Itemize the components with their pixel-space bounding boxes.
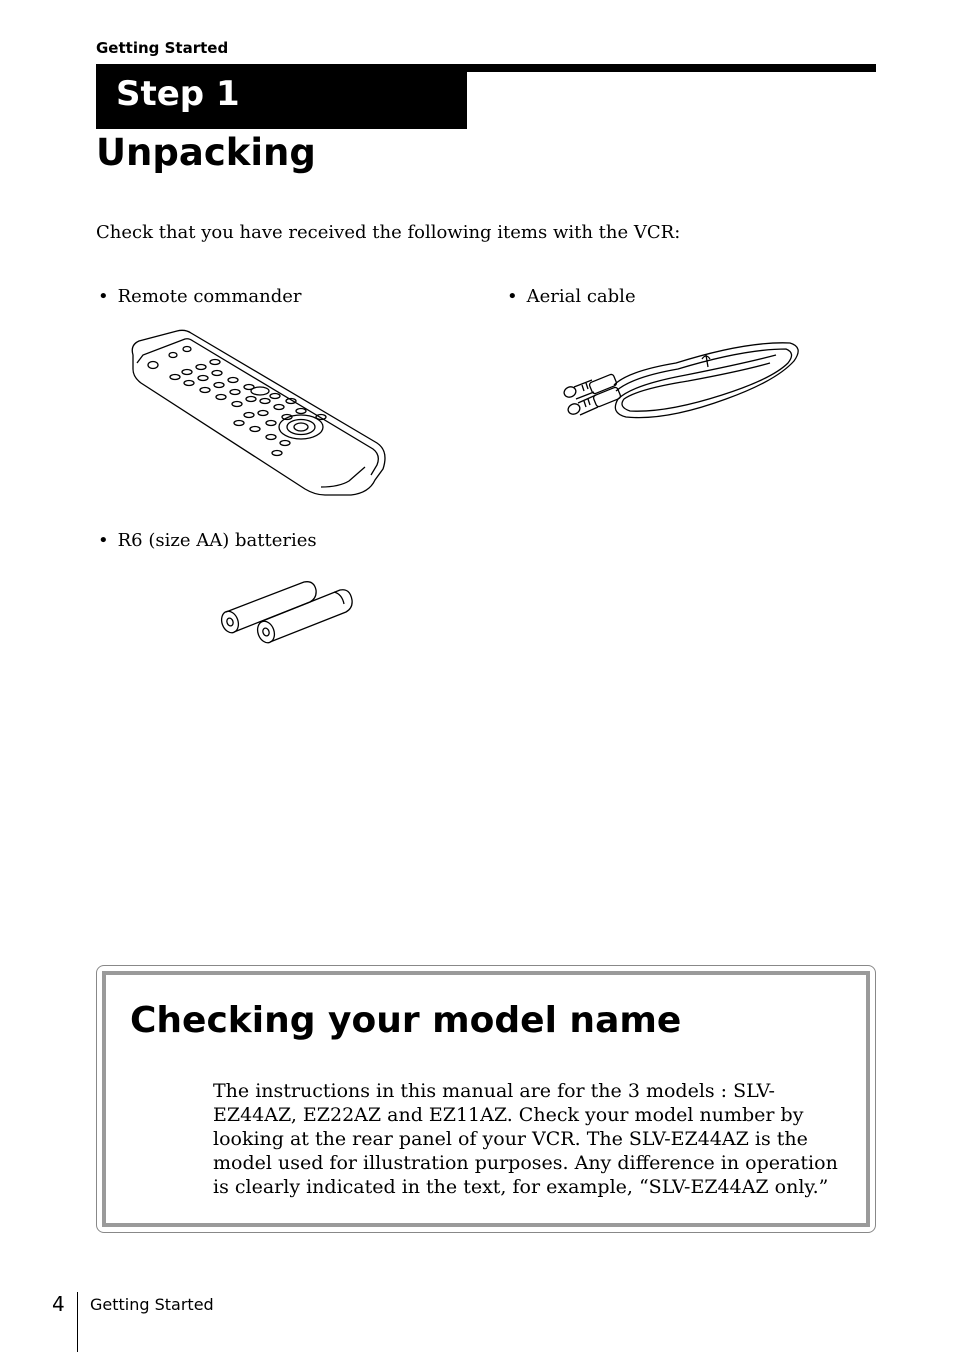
list-item: [98, 530, 317, 551]
page-title: Unpacking: [96, 131, 316, 174]
footer-divider: [77, 1292, 78, 1352]
section-title: Checking your model name: [130, 1000, 682, 1041]
bullet: •: [98, 530, 109, 551]
list-item: [507, 286, 636, 307]
item-label: Remote commander: [117, 286, 302, 307]
batteries-icon: [216, 578, 356, 648]
section-body: The instructions in this manual are for the 3 models : SLV-EZ44AZ, EZ22AZ and EZ11AZ. Check your model number by looking at the rear panel of your VCR. The SLV-EZ44AZ is the model used for illustration purposes. Any difference in operation is clearly indicated in the text, for example, “SLV-EZ44AZ only.”: [213, 1080, 838, 1198]
item-label: R6 (size AA) batteries: [117, 530, 317, 551]
step-label: Step 1: [116, 74, 240, 114]
running-header: Getting Started: [96, 39, 229, 57]
bullet: •: [507, 286, 518, 307]
aerial-cable-icon: [556, 333, 806, 428]
item-label: Aerial cable: [526, 286, 636, 307]
remote-control-icon: [125, 325, 390, 500]
list-item: [98, 286, 302, 307]
intro-text: Check that you have received the following items with the VCR:: [96, 222, 681, 243]
page-number: 4: [52, 1292, 65, 1316]
bullet: •: [98, 286, 109, 307]
running-footer: Getting Started: [90, 1295, 214, 1314]
